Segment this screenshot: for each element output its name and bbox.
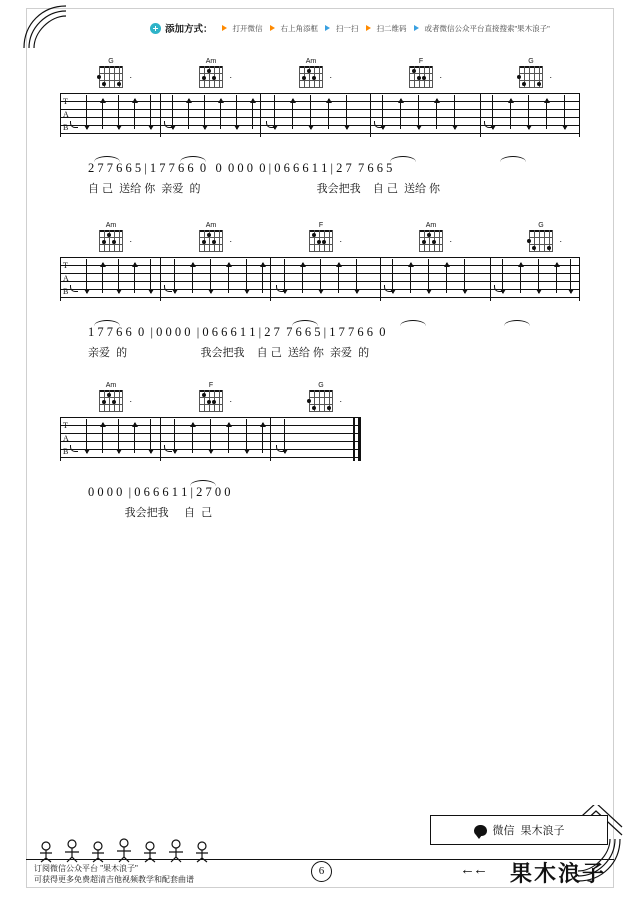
- chord-name: G: [318, 382, 324, 389]
- chord-grid: [519, 66, 543, 88]
- chord-name: G: [538, 222, 544, 229]
- chord-grid: [309, 230, 333, 252]
- chord-grid: [99, 390, 123, 412]
- chord-name: F: [318, 222, 324, 229]
- chord-name: F: [418, 58, 424, 65]
- header-item-4: 或者微信公众平台直接搜索"果木浪子": [424, 23, 550, 33]
- tab-clef: T A B: [63, 97, 69, 132]
- corner-ornament-top-left: [22, 4, 68, 50]
- subscribe-line-2: 可获得更多免费超清吉他视频教学和配套曲谱: [34, 875, 194, 884]
- chord-name: Am: [205, 58, 217, 65]
- brand-name: 果木浪子: [509, 861, 606, 886]
- tab-staff: [60, 93, 580, 137]
- header-item-1: 右上角添框: [280, 23, 319, 33]
- chord-grid: [199, 390, 223, 412]
- triangle-icon: [222, 25, 227, 31]
- lyrics-line: 我会把我 自 己: [88, 507, 213, 519]
- chord-name: Am: [305, 58, 317, 65]
- wechat-label: 果木浪子: [520, 825, 565, 837]
- tab-staff: [60, 257, 580, 301]
- triangle-icon: [414, 25, 419, 31]
- header-item-0: 打开微信: [232, 23, 263, 33]
- lyrics-line: 亲爱 的 我会把我 自 己 送给 你 亲爱 的: [88, 347, 370, 359]
- back-arrows-icon: ←←: [460, 861, 486, 878]
- chord-diagram: G .: [526, 222, 556, 252]
- footer: [26, 825, 614, 897]
- triangle-icon: [270, 25, 275, 31]
- chord-diagram: Am .: [196, 222, 226, 252]
- chord-diagram: G .: [516, 58, 546, 88]
- header-bar: [150, 18, 590, 38]
- chord-grid: [409, 66, 433, 88]
- triangle-icon: [325, 25, 330, 31]
- chord-grid: [99, 66, 123, 88]
- chord-name: Am: [105, 382, 117, 389]
- chord-name: F: [208, 382, 214, 389]
- chord-diagram: F .: [196, 382, 226, 412]
- chord-diagram: Am .: [296, 58, 326, 88]
- wechat-badge: [430, 815, 608, 845]
- melody-numbers: 2 7 7 6 6 5 | 1 7 7 6 6 0 0 0 0 0 0 | 0 6 6 6 1 1 | 2 7 7 6 6 5: [88, 161, 393, 175]
- chord-grid: [529, 230, 553, 252]
- chord-name: Am: [205, 222, 217, 229]
- header-title: 添加方式：: [165, 24, 213, 35]
- chord-diagram: Am .: [196, 58, 226, 88]
- lyrics-line: 自 己 送给 你 亲爱 的 我会把我 自 己 送给 你: [88, 183, 441, 195]
- chord-diagram: G .: [306, 382, 336, 412]
- tab-clef: T A B: [63, 261, 69, 296]
- wechat-icon: [474, 825, 487, 836]
- page-number: 6: [311, 861, 332, 882]
- tab-clef: T A B: [63, 421, 69, 456]
- chord-name: Am: [105, 222, 117, 229]
- chord-name: Am: [425, 222, 437, 229]
- plus-circle-icon: [150, 23, 161, 34]
- subscribe-text: [34, 863, 194, 885]
- chord-diagram: Am .: [416, 222, 446, 252]
- chord-diagram: G .: [96, 58, 126, 88]
- chord-name: G: [528, 58, 534, 65]
- wechat-prefix: 微信: [492, 825, 515, 837]
- header-item-3: 扫二维码: [376, 23, 407, 33]
- melody-numbers: 0 0 0 0 | 0 6 6 6 1 1 | 2 7 0 0: [88, 485, 231, 499]
- tab-staff: [60, 417, 360, 461]
- chord-grid: [99, 230, 123, 252]
- chord-grid: [419, 230, 443, 252]
- chord-grid: [299, 66, 323, 88]
- chord-diagram: F .: [306, 222, 336, 252]
- chord-grid: [199, 66, 223, 88]
- chord-grid: [309, 390, 333, 412]
- subscribe-line-1: 订阅微信公众平台 "果木浪子": [34, 864, 138, 873]
- chord-grid: [199, 230, 223, 252]
- triangle-icon: [366, 25, 371, 31]
- chord-diagram: Am .: [96, 382, 126, 412]
- melody-numbers: 1 7 7 6 6 0 | 0 0 0 0 | 0 6 6 6 1 1 | 2 7 7 6 6 5 | 1 7 7 6 6 0: [88, 325, 386, 339]
- header-item-2: 扫一扫: [336, 23, 359, 33]
- chord-diagram: Am .: [96, 222, 126, 252]
- chord-diagram: F .: [406, 58, 436, 88]
- chord-name: G: [108, 58, 114, 65]
